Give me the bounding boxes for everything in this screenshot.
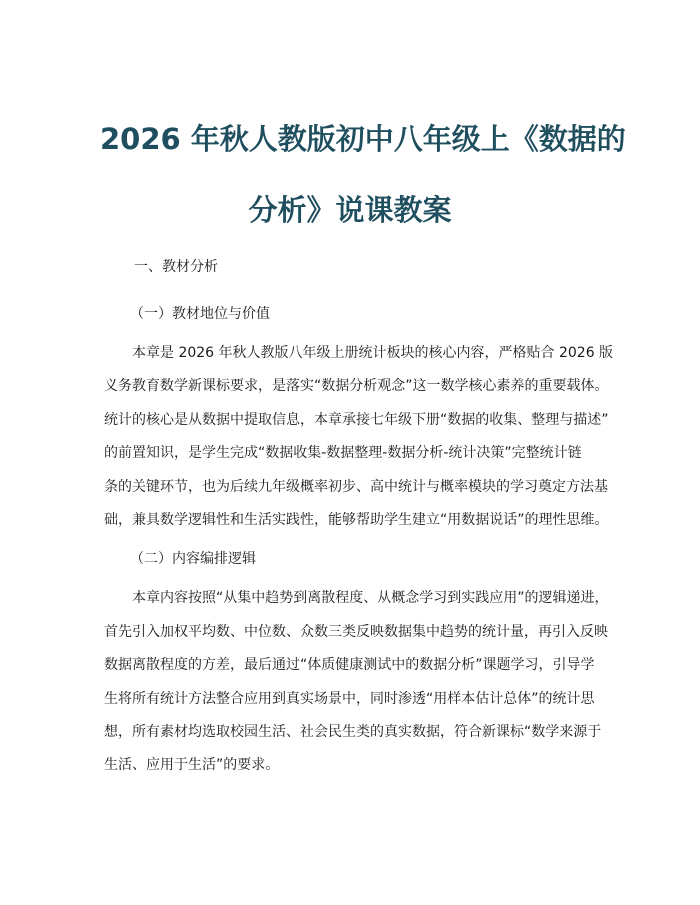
paragraph-1	[104, 337, 614, 537]
title-line-2: 分析》说课教案	[248, 193, 452, 227]
paragraph-2-line: 首先引入加权平均数、中位数、众数三类反映数据集中趋势的统计量，再引入反映	[104, 623, 608, 640]
paragraph-2-line: 生将所有统计方法整合应用到真实场景中，同时渗透“用样本估计总体”的统计思	[104, 690, 595, 707]
paragraph-1-line: 础，兼具数学逻辑性和生活实践性，能够帮助学生建立“用数据说话”的理性思维。	[104, 512, 609, 529]
paragraph-2-line: 想，所有素材均选取校园生活、社会民生类的真实数据，符合新课标“数学来源于	[104, 724, 602, 741]
document-body	[104, 257, 614, 783]
paragraph-1-line: 条的关键环节，也为后续九年级概率初步、高中统计与概率模块的学习奠定方法基	[104, 478, 608, 495]
paragraph-1-line: 本章是 2026 年秋人教版八年级上册统计板块的核心内容，严格贴合 2026 版	[132, 345, 614, 361]
title-line-1: 2026 年秋人教版初中八年级上《数据的	[100, 122, 626, 156]
paragraph-1-line: 义务教育数学新课标要求，是落实“数据分析观念”这一数学核心素养的重要载体。	[104, 378, 609, 395]
subsection-heading-1: （一）教材地位与价值	[130, 306, 270, 322]
document-title	[100, 104, 626, 246]
paragraph-2-line: 数据离散程度的方差，最后通过“体质健康测试中的数据分析”课题学习，引导学	[104, 657, 595, 674]
paragraph-1-line: 统计的核心是从数据中提取信息，本章承接七年级下册“数据的收集、整理与描述”	[104, 411, 609, 428]
section-heading-1: 一、教材分析	[134, 259, 218, 275]
paragraph-2	[104, 582, 609, 782]
subsection-heading-2: （二）内容编排逻辑	[130, 551, 256, 568]
paragraph-2-line: 本章内容按照“从集中趋势到离散程度、从概念学习到实践应用”的逻辑递进，	[132, 590, 609, 607]
paragraph-1-line: 的前置知识，是学生完成“数据收集-数据整理-数据分析-统计决策”完整统计链	[104, 445, 582, 462]
paragraph-2-line: 生活、应用于生活”的要求。	[104, 757, 280, 774]
